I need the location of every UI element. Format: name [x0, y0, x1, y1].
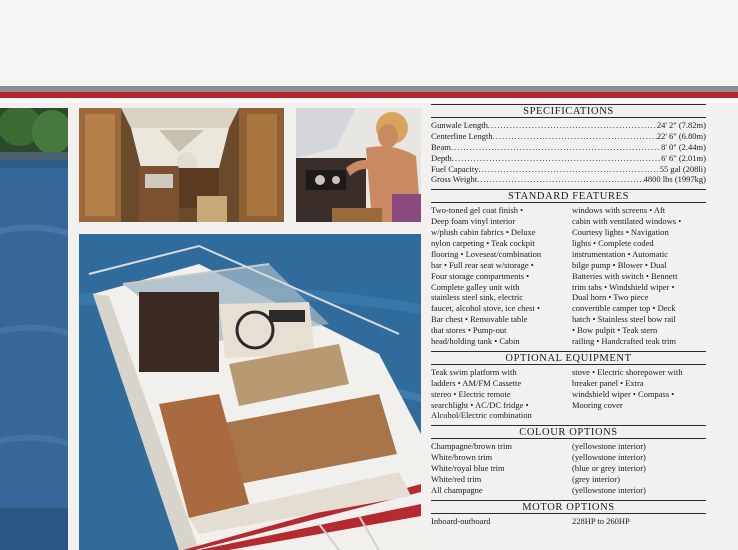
spec-value: 4800 lbs (1997kg) — [643, 174, 706, 185]
spec-row — [431, 153, 706, 164]
trim-colour: All champagne — [431, 484, 483, 495]
motor-options-heading: MOTOR OPTIONS — [431, 500, 706, 514]
interior-colour: (yellowstone interior) — [572, 484, 646, 495]
text-line: Alcohol/Electric combination — [431, 410, 532, 421]
trim-colour: White/brown trim — [431, 452, 493, 463]
trim-colour: White/royal blue trim — [431, 463, 505, 474]
trim-colour: Champagne/brown trim — [431, 441, 512, 452]
text-line: windows with screens • Aft — [572, 205, 666, 216]
spec-row — [431, 131, 706, 142]
spec-row — [431, 174, 706, 185]
optional-equipment-text — [431, 367, 706, 421]
leader-dots — [488, 120, 657, 131]
text-line: bar • Full rear seat w/storage • — [431, 259, 534, 270]
colour-option-row — [431, 485, 706, 496]
spec-value: 22' 6" (6.80m) — [656, 130, 706, 141]
text-line: Batteries with switch • Bennett — [572, 270, 678, 281]
spec-value: 6' 6" (2.01m) — [661, 152, 706, 163]
decorative-stripe-white — [0, 98, 738, 102]
text-line: Two-toned gel coat finish • — [431, 205, 524, 216]
spec-label: Gross Weight — [431, 174, 478, 185]
specifications-list — [431, 120, 706, 185]
cabin-interior-photo — [79, 108, 284, 222]
spec-label: Centerline Length — [431, 130, 493, 141]
text-line: stove • Electric shorepower with — [572, 366, 683, 377]
colour-option-row — [431, 463, 706, 474]
leader-dots — [452, 153, 661, 164]
standard-features-left-column — [431, 205, 565, 347]
text-line: trim tabs • Windshield wiper • — [572, 281, 675, 292]
spec-label: Fuel Capacity — [431, 163, 479, 174]
text-line: faucet, alcohol stove, ice chest • — [431, 303, 540, 314]
text-line: hatch • Stainless steel bow rail — [572, 314, 676, 325]
spec-label: Depth — [431, 152, 452, 163]
text-line: convertible camper top • Deck — [572, 303, 676, 314]
leader-dots — [477, 174, 644, 185]
text-line: nylon carpeting • Teak cockpit — [431, 238, 535, 249]
standard-features-heading: STANDARD FEATURES — [431, 189, 706, 203]
spec-value: 24' 2" (7.82m) — [656, 120, 706, 130]
page-top-margin — [0, 0, 738, 86]
spec-sheet — [431, 104, 706, 550]
leader-dots — [493, 131, 657, 142]
spec-value: 8' 0" (2.44m) — [661, 141, 706, 152]
spec-row — [431, 164, 706, 175]
interior-colour: (yellowstone interior) — [572, 452, 646, 463]
trim-colour: White/red trim — [431, 474, 482, 485]
text-line: bilge pump • Blower • Dual — [572, 259, 667, 270]
text-line: Deep foam vinyl interior — [431, 216, 516, 227]
text-line: breaker panel • Extra — [572, 377, 644, 388]
optional-equipment-heading: OPTIONAL EQUIPMENT — [431, 351, 706, 365]
optional-equipment-left-column — [431, 367, 565, 421]
text-line: Complete galley unit with — [431, 281, 520, 292]
spec-value: 55 gal (208li) — [659, 163, 706, 174]
text-line: w/plush cabin fabrics • Deluxe — [431, 227, 536, 238]
text-line: lights • Complete coded — [572, 238, 654, 249]
text-line: searchlight • AC/DC fridge • — [431, 399, 529, 410]
colour-options-heading: COLOUR OPTIONS — [431, 425, 706, 439]
text-line: windshield wiper • Compass • — [572, 388, 675, 399]
colour-option-row — [431, 441, 706, 452]
text-line: Mooring cover — [572, 399, 623, 410]
colour-option-row — [431, 452, 706, 463]
helm-photo — [296, 108, 421, 222]
text-line: head/holding tank • Cabin — [431, 336, 520, 347]
colour-options-list — [431, 441, 706, 495]
lake-photo — [0, 108, 68, 550]
text-line: Dual horn • Two piece — [572, 292, 649, 303]
boat-photo — [79, 234, 421, 550]
specifications-heading: SPECIFICATIONS — [431, 104, 706, 118]
interior-colour: (blue or grey interior) — [572, 463, 646, 474]
text-line: Bar chest • Removable table — [431, 314, 528, 325]
text-line: railing • Handcrafted teak trim — [572, 336, 676, 347]
text-line: cabin with ventilated windows • — [572, 216, 682, 227]
optional-equipment-right-column — [572, 367, 706, 421]
motor-type: Inboard-outboard — [431, 515, 491, 526]
text-line: Teak swim platform with — [431, 366, 517, 377]
text-line: • Bow pulpit • Teak stern — [572, 325, 658, 336]
spec-row — [431, 120, 706, 131]
text-line: Four storage compartments • — [431, 270, 530, 281]
text-line: flooring • Loveseat/combination — [431, 248, 542, 259]
standard-features-right-column — [572, 205, 706, 347]
text-line: instrumentation • Automatic — [572, 248, 668, 259]
spec-label: Beam — [431, 141, 451, 152]
motor-option-row — [431, 516, 706, 527]
leader-dots — [478, 164, 659, 175]
motor-power: 228HP to 260HP — [572, 515, 630, 526]
spec-row — [431, 142, 706, 153]
text-line: Courtesy lights • Navigation — [572, 227, 669, 238]
standard-features-text — [431, 205, 706, 347]
text-line: ladders • AM/FM Cassette — [431, 377, 522, 388]
motor-options-list — [431, 516, 706, 527]
leader-dots — [451, 142, 661, 153]
text-line: stereo • Electric remote — [431, 388, 511, 399]
colour-option-row — [431, 474, 706, 485]
interior-colour: (grey interior) — [572, 474, 620, 485]
text-line: stainless steel sink, electric — [431, 292, 524, 303]
interior-colour: (yellowstone interior) — [572, 441, 646, 452]
spec-label: Gunwale Length — [431, 120, 488, 130]
text-line: that stores • Pump-out — [431, 325, 507, 336]
